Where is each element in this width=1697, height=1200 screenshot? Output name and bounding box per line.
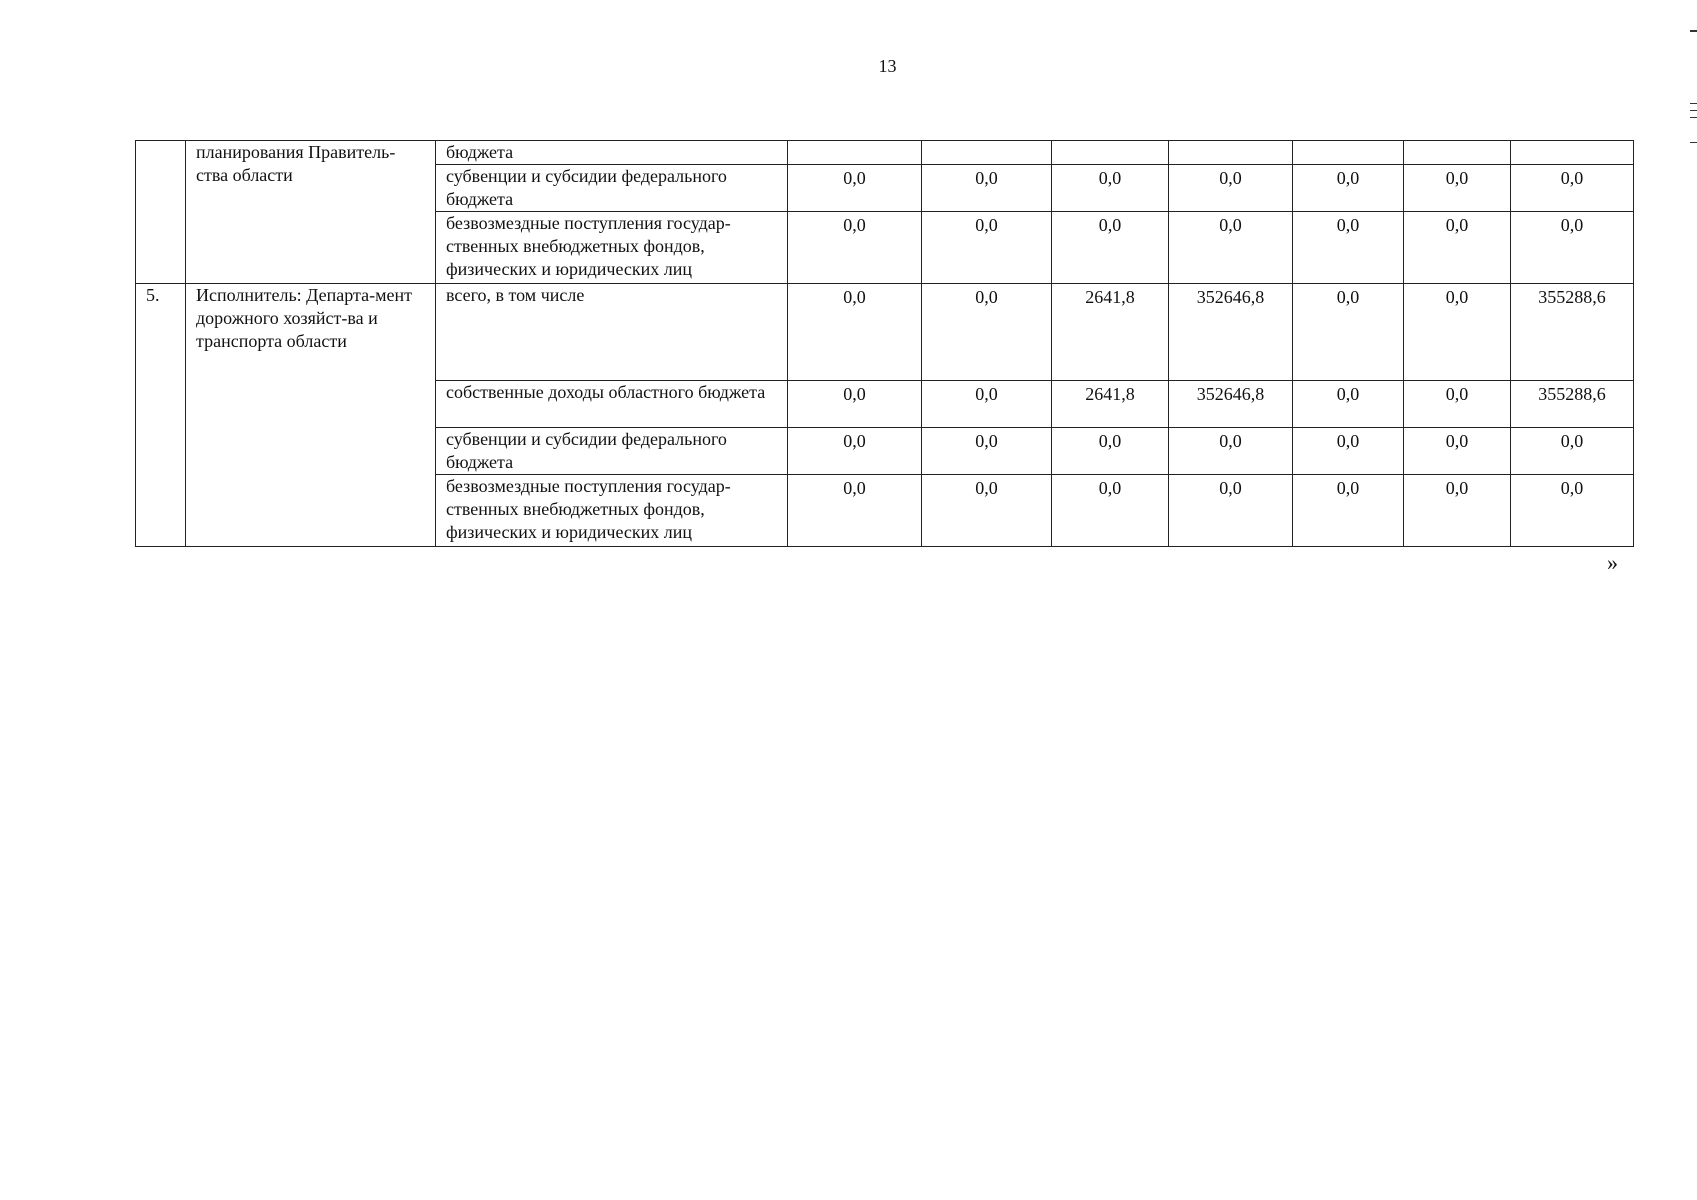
value-cell: 355288,6 — [1511, 381, 1634, 428]
value-cell: 0,0 — [922, 428, 1052, 475]
closing-quote: » — [1607, 550, 1618, 575]
value-cell: 0,0 — [1511, 475, 1634, 547]
value-cell: 0,0 — [1404, 381, 1511, 428]
value-cell: 0,0 — [1293, 284, 1404, 381]
value-cell: 0,0 — [1511, 165, 1634, 212]
value-cell: 0,0 — [788, 475, 922, 547]
value-cell — [1169, 141, 1293, 165]
row-index — [136, 141, 186, 284]
funding-source-cell: бюджета — [436, 141, 788, 165]
value-cell: 2641,8 — [1052, 284, 1169, 381]
value-cell: 0,0 — [1404, 428, 1511, 475]
value-cell: 0,0 — [922, 381, 1052, 428]
row-index: 5. — [136, 284, 186, 547]
value-cell: 0,0 — [788, 381, 922, 428]
value-cell: 0,0 — [788, 212, 922, 284]
table-row — [136, 284, 1634, 381]
value-cell: 0,0 — [922, 212, 1052, 284]
value-cell: 0,0 — [1293, 165, 1404, 212]
value-cell: 0,0 — [788, 284, 922, 381]
value-cell: 355288,6 — [1511, 284, 1634, 381]
funding-source-cell: всего, в том числе — [436, 284, 788, 381]
value-cell: 0,0 — [1404, 284, 1511, 381]
value-cell: 0,0 — [788, 428, 922, 475]
funding-source-cell: субвенции и субсидии федерального бюджета — [436, 428, 788, 475]
value-cell: 0,0 — [922, 165, 1052, 212]
value-cell: 0,0 — [1052, 475, 1169, 547]
value-cell: 0,0 — [788, 165, 922, 212]
scan-edge-mark — [1690, 142, 1697, 143]
value-cell: 0,0 — [922, 475, 1052, 547]
page-number: 13 — [878, 56, 897, 76]
value-cell: 0,0 — [1169, 165, 1293, 212]
value-cell: 352646,8 — [1169, 284, 1293, 381]
value-cell: 0,0 — [1293, 381, 1404, 428]
value-cell: 0,0 — [1404, 212, 1511, 284]
budget-table — [135, 140, 1634, 547]
scan-edge-mark — [1690, 30, 1697, 32]
value-cell: 0,0 — [1404, 165, 1511, 212]
value-cell: 0,0 — [1293, 428, 1404, 475]
table-row — [136, 141, 1634, 165]
funding-source-cell: собственные доходы областного бюджета — [436, 381, 788, 428]
value-cell — [1404, 141, 1511, 165]
value-cell: 0,0 — [1293, 212, 1404, 284]
value-cell: 2641,8 — [1052, 381, 1169, 428]
value-cell: 0,0 — [1293, 475, 1404, 547]
value-cell: 0,0 — [1169, 212, 1293, 284]
value-cell: 0,0 — [922, 284, 1052, 381]
value-cell: 0,0 — [1052, 428, 1169, 475]
value-cell — [1511, 141, 1634, 165]
scan-edge-mark — [1690, 110, 1697, 111]
value-cell — [1052, 141, 1169, 165]
value-cell: 0,0 — [1511, 428, 1634, 475]
value-cell — [922, 141, 1052, 165]
scan-edge-mark — [1690, 103, 1697, 104]
value-cell: 0,0 — [1511, 212, 1634, 284]
value-cell: 0,0 — [1052, 212, 1169, 284]
value-cell — [1293, 141, 1404, 165]
value-cell: 0,0 — [1052, 165, 1169, 212]
value-cell: 0,0 — [1169, 475, 1293, 547]
funding-source-cell: субвенции и субсидии федерального бюджета — [436, 165, 788, 212]
value-cell: 0,0 — [1404, 475, 1511, 547]
executor-cell: планирования Правитель-ства области — [186, 141, 436, 284]
scan-edge-mark — [1690, 117, 1697, 118]
value-cell: 0,0 — [1169, 428, 1293, 475]
funding-source-cell: безвозмездные поступления государ-ственных внебюджетных фондов, физических и юридических лиц — [436, 212, 788, 284]
funding-source-cell: безвозмездные поступления государ-ственных внебюджетных фондов, физических и юридических лиц — [436, 475, 788, 547]
value-cell — [788, 141, 922, 165]
executor-cell: Исполнитель: Департа-мент дорожного хозяйст-ва и транспорта области — [186, 284, 436, 547]
value-cell: 352646,8 — [1169, 381, 1293, 428]
